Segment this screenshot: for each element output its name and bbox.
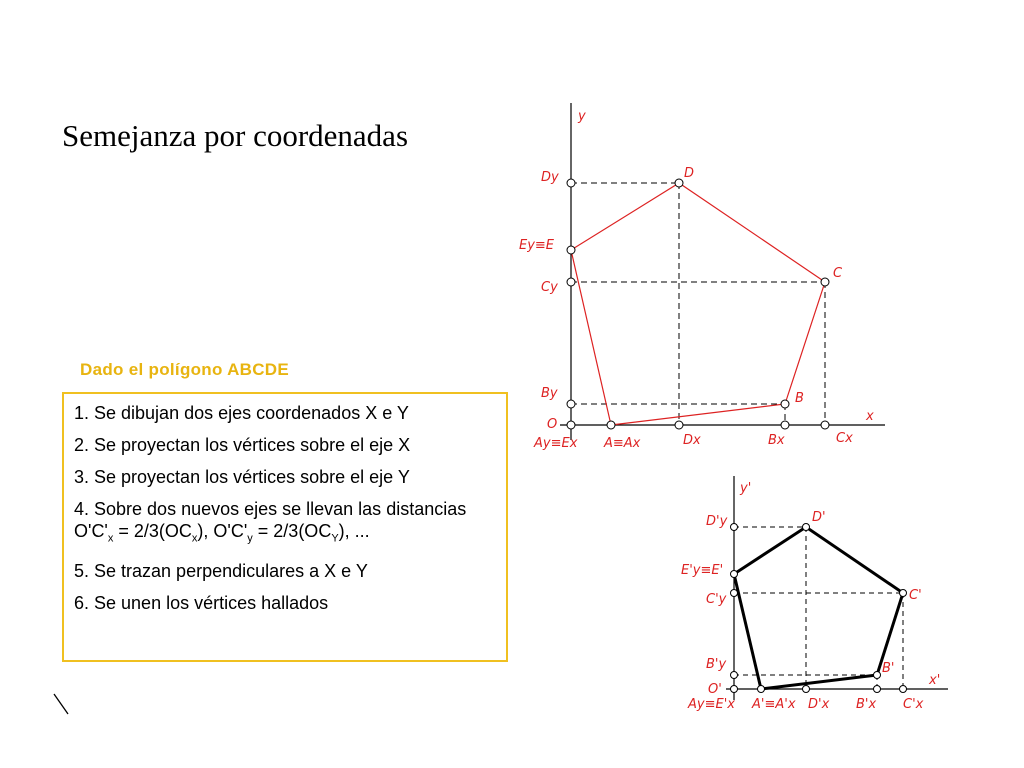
sim-label-cx: C'x xyxy=(903,697,924,712)
sim-label-a-ax: A'≡A'x xyxy=(752,697,796,712)
label-cx: Cx xyxy=(836,431,853,446)
similar-projection-lines xyxy=(734,527,903,689)
point-dx xyxy=(675,421,683,429)
step-2: 2. Se proyectan los vértices sobre el eje X xyxy=(74,435,411,455)
label-d: D xyxy=(684,166,695,181)
sim-label-dx: D'x xyxy=(808,697,830,712)
step-4-text: ), O'C' xyxy=(197,521,248,541)
label-b: B xyxy=(795,391,804,406)
point-cy xyxy=(567,278,575,286)
sim-point-cy xyxy=(731,590,738,597)
step-5: 5. Se trazan perpendiculares a X e Y xyxy=(74,560,368,581)
sim-point-b xyxy=(874,672,881,679)
sim-label-b: B' xyxy=(882,661,895,676)
step-4 xyxy=(74,498,506,550)
step-4-sub: x xyxy=(191,532,198,545)
sim-label-d: D' xyxy=(812,510,826,525)
step-4-sub: y xyxy=(247,532,253,545)
problem-statement: Dado el polígono ABCDE xyxy=(80,360,290,379)
step-4-text: = 2/3(OC xyxy=(113,521,192,541)
similar-labels xyxy=(681,510,924,712)
point-d xyxy=(675,179,683,187)
sim-label-origin: O' xyxy=(708,682,722,697)
original-x-axis-label: x xyxy=(866,409,874,424)
similar-polygon xyxy=(734,527,903,689)
original-labels xyxy=(519,166,853,451)
step-4-text: ), ... xyxy=(338,521,370,541)
label-by: By xyxy=(541,386,558,401)
point-bx xyxy=(781,421,789,429)
original-y-axis-label: y xyxy=(578,109,586,124)
point-a xyxy=(607,421,615,429)
step-6: 6. Se unen los vértices hallados xyxy=(74,592,329,613)
sim-label-ey-e: E'y≡E' xyxy=(681,563,724,578)
sim-point-c xyxy=(900,590,907,597)
steps-box xyxy=(62,392,508,662)
label-c: C xyxy=(833,266,843,281)
step-3: 3. Se proyectan los vértices sobre el eje Y xyxy=(74,467,410,487)
sim-label-ay-ex: Ay≡E'x xyxy=(688,697,735,712)
sim-point-a xyxy=(758,686,765,693)
sim-point-origin xyxy=(731,686,738,693)
step-4-sub: x xyxy=(107,532,114,545)
sim-point-dx xyxy=(803,686,810,693)
sim-point-bx xyxy=(874,686,881,693)
similar-y-axis-label: y' xyxy=(740,481,752,496)
sim-label-by: B'y xyxy=(706,657,727,672)
page-title: Semejanza por coordenadas xyxy=(62,118,409,153)
sim-point-by xyxy=(731,672,738,679)
point-c xyxy=(821,278,829,286)
pen-stroke-mark xyxy=(52,692,72,718)
point-by xyxy=(567,400,575,408)
label-origin: O xyxy=(547,417,558,432)
original-figure xyxy=(519,103,885,451)
similar-x-axis-label: x' xyxy=(929,673,941,688)
steps-list xyxy=(74,402,506,614)
label-dx: Dx xyxy=(683,433,701,448)
step-1: 1. Se dibujan dos ejes coordenados X e Y xyxy=(74,403,409,423)
similar-figure xyxy=(681,476,948,712)
point-cx xyxy=(821,421,829,429)
point-b xyxy=(781,400,789,408)
point-ey xyxy=(567,246,575,254)
step-4-text: = 2/3(OC xyxy=(252,521,332,541)
sim-label-c: C' xyxy=(909,588,922,603)
sim-label-cy: C'y xyxy=(706,592,727,607)
label-ay-ex: Ay≡Ex xyxy=(534,436,578,451)
sim-label-dy: D'y xyxy=(706,514,728,529)
step-4-sub: Y xyxy=(331,532,339,545)
label-ey-e: Ey≡E xyxy=(519,238,555,253)
sim-point-cx xyxy=(900,686,907,693)
point-dy xyxy=(567,179,575,187)
label-a-ax: A≡Ax xyxy=(604,436,641,451)
point-origin xyxy=(567,421,575,429)
label-bx: Bx xyxy=(768,433,785,448)
label-dy: Dy xyxy=(541,170,559,185)
sim-point-ey xyxy=(731,571,738,578)
original-polygon xyxy=(571,183,825,425)
original-projection-lines xyxy=(571,183,825,425)
sim-point-d xyxy=(803,524,810,531)
step-4-text: 4. Sobre dos nuevos ejes se llevan las distancias O'C' xyxy=(74,499,467,541)
sim-point-dy xyxy=(731,524,738,531)
label-cy: Cy xyxy=(541,280,558,295)
sim-label-bx: B'x xyxy=(856,697,877,712)
